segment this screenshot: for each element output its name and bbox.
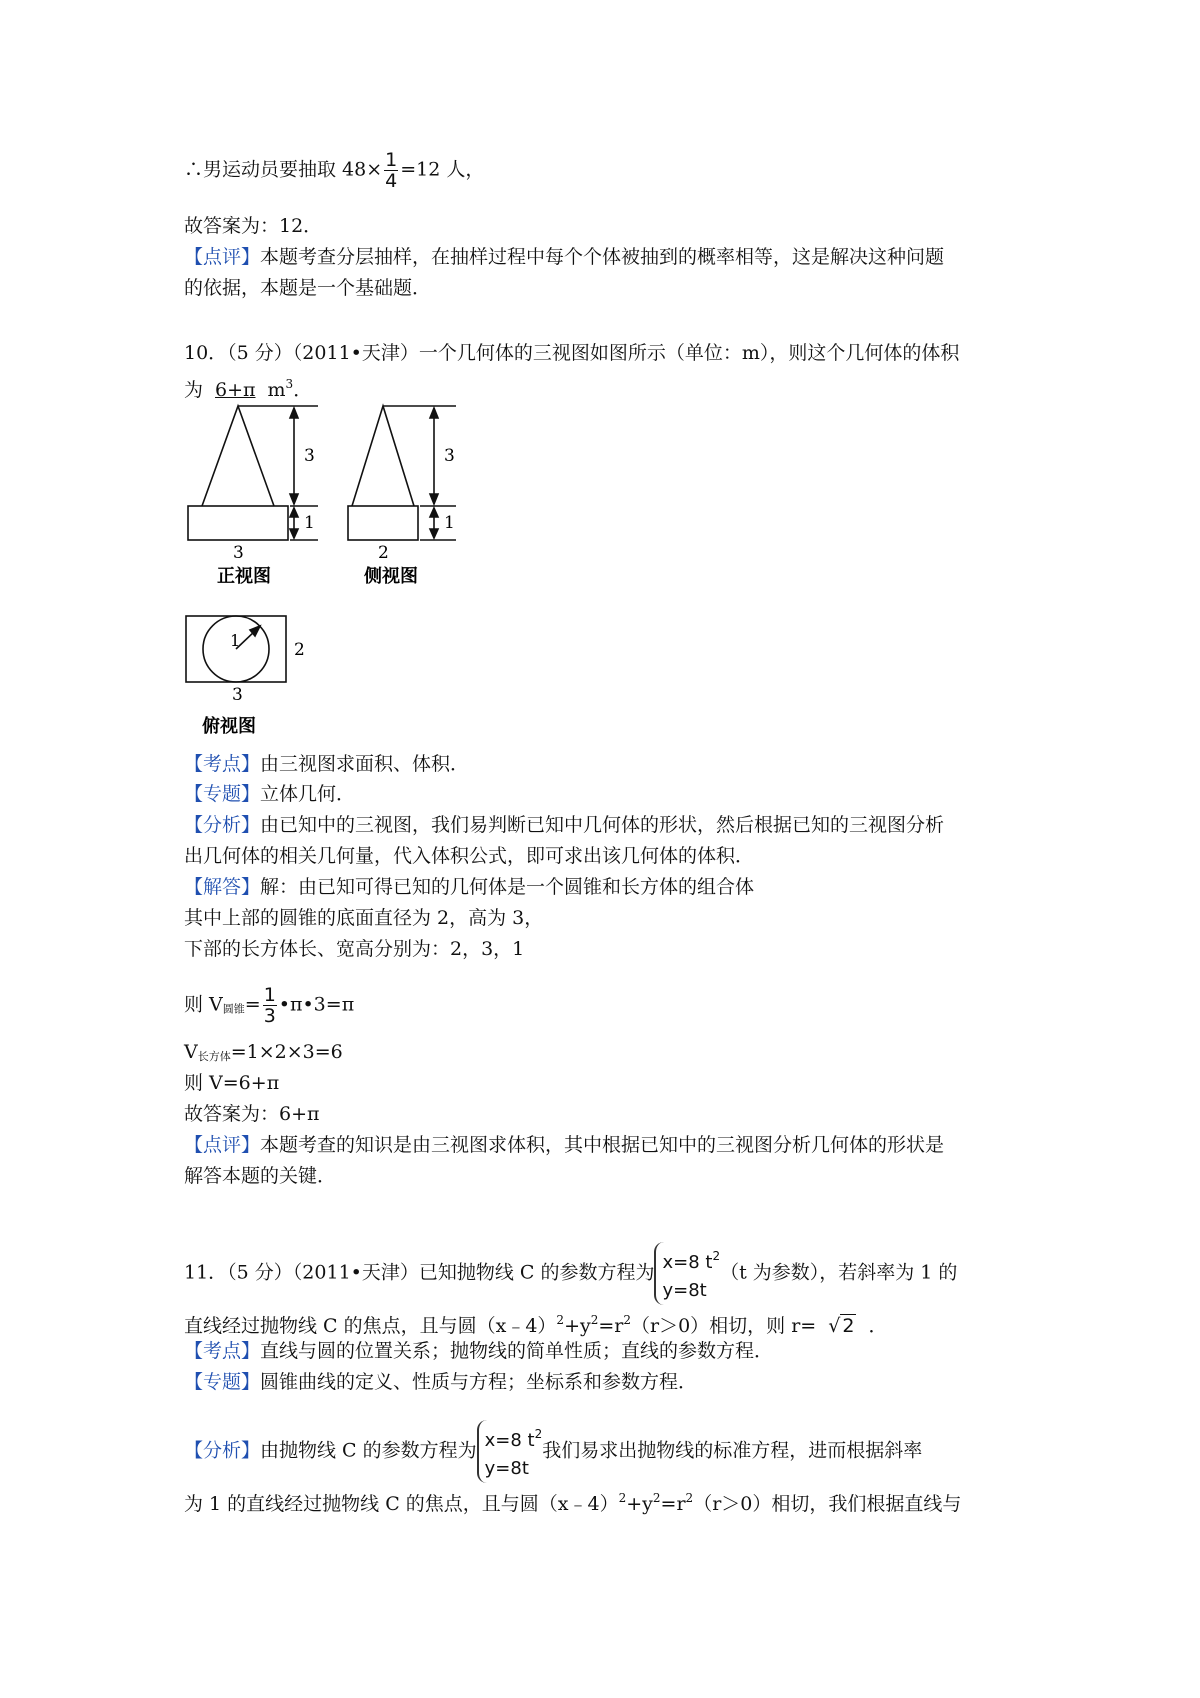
prev-result-text-end: =12 人，: [400, 158, 485, 181]
param-eq-y: y=8t: [484, 1458, 529, 1479]
q10-stem-end: ．: [293, 379, 313, 401]
param-eq-x: x=8 t: [484, 1430, 535, 1451]
exp: 2: [652, 1491, 661, 1505]
q11-stem-end: ．: [868, 1315, 888, 1337]
side-view: [348, 406, 456, 540]
fraction-denominator: 3: [263, 1005, 276, 1027]
box-volume-result: =1×2×3=6: [230, 1041, 343, 1063]
q10-cone-volume: [184, 985, 354, 1026]
fenxi-text5: （r＞0）相切，我们根据直线与: [693, 1493, 962, 1515]
fenxi-text3: +y: [626, 1493, 653, 1515]
q11-answer-blank: [816, 1315, 868, 1337]
q10-fenxi-line2: 出几何体的相关几何量，代入体积公式，即可求出该几何体的体积．: [184, 845, 755, 867]
kaodian-text: 直线与圆的位置关系；抛物线的简单性质；直线的参数方程．: [260, 1340, 774, 1362]
front-view-label: 正视图: [217, 566, 271, 587]
q11-stem-line2: [184, 1308, 887, 1338]
top-width-3: 3: [232, 685, 243, 705]
q11-stem-text: 11．（5 分）（2011•天津）已知抛物线 C 的参数方程为: [184, 1261, 655, 1284]
q11-kaodian: [184, 1339, 773, 1363]
cone-volume-subscript: 圆锥: [222, 1002, 245, 1016]
q11-stem-text3: +y: [564, 1315, 591, 1337]
zhuanti-text: 圆锥曲线的定义、性质与方程；坐标系和参数方程．: [260, 1371, 698, 1393]
q11-stem-text4: =r: [598, 1315, 624, 1337]
q10-dianping-line1: [184, 1133, 944, 1157]
top-height-2: 2: [294, 640, 305, 660]
sqrt: √ 2: [828, 1315, 855, 1337]
kaodian-tag: 【考点】: [184, 753, 261, 775]
side-view-label: 侧视图: [364, 566, 418, 587]
side-width-2: 2: [378, 543, 389, 563]
jieda-text: 解：由已知可得已知的几何体是一个圆锥和长方体的组合体: [260, 876, 755, 898]
zhuanti-tag: 【专题】: [184, 783, 261, 805]
q11-stem-text-end: （t 为参数），若斜率为 1 的: [720, 1261, 958, 1284]
box-volume-subscript: 长方体: [197, 1050, 231, 1063]
exp: 2: [618, 1491, 627, 1505]
parametric-equation: [477, 1420, 543, 1483]
kaodian-tag: 【考点】: [184, 1340, 261, 1362]
q11-fenxi-line2: [184, 1486, 961, 1516]
fenxi-tag: 【分析】: [184, 1439, 261, 1462]
q11-stem-line1: [184, 1242, 957, 1305]
front-height-3: 3: [304, 446, 315, 466]
fraction-numerator: 1: [385, 149, 398, 171]
jieda-tag: 【解答】: [184, 876, 261, 898]
q10-stem-text: 为: [184, 379, 204, 401]
fraction-denominator: 4: [385, 170, 398, 192]
zhuanti-tag: 【专题】: [184, 1371, 261, 1393]
q10-fenxi-line1: [184, 813, 944, 837]
prev-answer: 故答案为：12．: [184, 215, 323, 237]
q10-zhuanti: [184, 782, 355, 806]
fraction: [263, 985, 277, 1026]
prev-result-text: ∴男运动员要抽取 48×: [184, 158, 383, 181]
side-height-3: 3: [444, 446, 455, 466]
prev-comment-line2: 的依据，本题是一个基础题．: [184, 277, 432, 299]
param-eq-y: y=8t: [662, 1280, 707, 1301]
q11-stem-text2: 直线经过抛物线 C 的焦点，且与圆（x﹣4）: [184, 1315, 557, 1337]
top-view-label: 俯视图: [202, 716, 256, 737]
q10-unit: m: [267, 379, 286, 401]
q10-answer: 故答案为：6+π: [184, 1103, 320, 1125]
equals-sign: =: [244, 993, 261, 1016]
dianping-tag: 【点评】: [184, 1134, 261, 1156]
q10-jieda-line1: [184, 875, 754, 899]
dianping-text: 本题考查的知识是由三视图求体积，其中根据已知中的三视图分析几何体的形状是: [260, 1134, 945, 1156]
fenxi-tag: 【分析】: [184, 814, 261, 836]
fenxi-text: 由已知中的三视图，我们易判断已知中几何体的形状，然后根据已知的三视图分析: [260, 814, 945, 836]
exp: 2: [685, 1491, 694, 1505]
box-volume-text: V: [184, 1041, 198, 1063]
q11-stem-text5: （r＞0）相切，则 r=: [631, 1315, 817, 1337]
top-radius-1: 1: [230, 631, 241, 650]
three-view-figure: [180, 398, 480, 738]
front-width-3: 3: [233, 543, 244, 563]
fraction-numerator: 1: [263, 984, 276, 1006]
q10-box-volume: [184, 1040, 343, 1069]
q10-total-volume: 则 V=6+π: [184, 1072, 280, 1094]
zhuanti-text: 立体几何．: [260, 783, 356, 805]
q11-zhuanti: [184, 1370, 697, 1394]
exp: 2: [556, 1313, 565, 1327]
prev-result-line: [184, 150, 484, 191]
comment-text: 本题考查分层抽样，在抽样过程中每个个体被抽到的概率相等，这是解决这种问题: [260, 246, 945, 268]
param-eq-x-exp: 2: [712, 1249, 721, 1263]
cone-volume-text: 则 V: [184, 993, 223, 1016]
front-view: [188, 406, 318, 540]
q10-dianping-line2: 解答本题的关键．: [184, 1165, 337, 1187]
parametric-equation: [654, 1242, 720, 1305]
front-height-1: 1: [304, 513, 315, 533]
comment-tag: 【点评】: [184, 246, 261, 268]
fenxi-text2: 为 1 的直线经过抛物线 C 的焦点，且与圆（x﹣4）: [184, 1493, 619, 1515]
fenxi-text-end: 我们易求出抛物线的标准方程，进而根据斜率: [542, 1439, 923, 1462]
exp: 2: [623, 1313, 632, 1327]
fraction: [384, 150, 398, 191]
fenxi-text4: =r: [660, 1493, 686, 1515]
q10-unit-exponent: 3: [285, 377, 294, 391]
exp: 2: [590, 1313, 599, 1327]
param-eq-x: x=8 t: [662, 1252, 713, 1273]
cone-volume-result: •π•3=π: [278, 993, 355, 1016]
q10-jieda-line2: 其中上部的圆锥的底面直径为 2，高为 3，: [184, 907, 544, 929]
prev-comment-line1: [184, 245, 944, 269]
q10-answer-blank: 6+π: [215, 379, 256, 401]
q10-stem-line1: 10．（5 分）（2011•天津）一个几何体的三视图如图所示（单位：m），则这个几何体的体积: [184, 342, 960, 364]
q10-jieda-line3: 下部的长方体长、宽高分别为：2，3，1: [184, 938, 525, 960]
param-eq-x-exp: 2: [534, 1427, 543, 1441]
sqrt-radicand: 2: [842, 1315, 855, 1337]
side-height-1: 1: [444, 513, 455, 533]
q11-fenxi-line1: [184, 1420, 922, 1483]
kaodian-text: 由三视图求面积、体积．: [260, 753, 470, 775]
q10-kaodian: [184, 752, 469, 776]
fenxi-text: 由抛物线 C 的参数方程为: [260, 1439, 477, 1462]
